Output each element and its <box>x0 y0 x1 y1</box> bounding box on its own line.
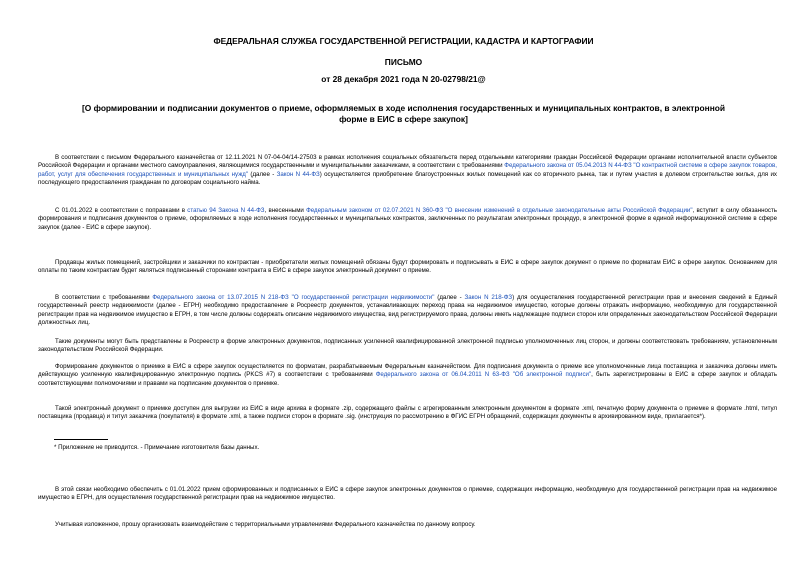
footnote-divider <box>54 439 108 440</box>
paragraph-4 <box>38 294 777 328</box>
paragraph-7: Такой электронный документ о приемке доступен для выгрузки из ЕИС в виде архива в формате .zip, содержащего файлы с агрегированным электронным документом в формате .xml, печатную форму документа о приемке в формате .html, титул поставщика (продавца) и титул заказчика (покупателя) в формате .xml, а также подписи сторон в формате .sig. (инструкция по рассмотрению в ФГИС ЕГРН обращений, содержащих документы в архивированном виде, прилагается*). <box>38 405 777 421</box>
paragraph-2-text-b: , внесенными <box>264 207 307 214</box>
link-law-360fz[interactable]: Федеральным законом от 02.07.2021 N 360-ФЗ "О внесении изменений в отдельные законодательные акты Российской Федерации" <box>306 207 693 214</box>
paragraph-2-text-c: , вступит в силу обязанность формирования и подписания документов о приеме, оформляемых в ходе исполнения государственных и муниципальных контрактов, заключенных по результатам электронных процедур, в электронной форме в единой информационной системе в сфере закупок (далее - ЕИС в сфере закупок). <box>38 207 777 231</box>
paragraph-5: Такие документы могут быть представлены в Росреестр в форме электронных документов, подписанных усиленной квалифицированной электронной подписью уполномоченных лиц сторон, и должны соответствовать требованиям, установленным законодательством Российской Федерации. <box>38 338 777 354</box>
document-subject: [О формировании и подписании документов о приеме, оформляемых в ходе исполнения государственных и муниципальных контрактов, в электронной форме в ЕИС в сфере закупок] <box>81 103 726 124</box>
paragraph-9: Учитывая изложенное, прошу организовать взаимодействие с территориальными управлениями Федерального казначейства по данному вопросу. <box>55 521 476 528</box>
agency-title: ФЕДЕРАЛЬНАЯ СЛУЖБА ГОСУДАРСТВЕННОЙ РЕГИСТРАЦИИ, КАДАСТРА И КАРТОГРАФИИ <box>213 36 594 46</box>
paragraph-1-text-c: ) осуществляется приобретение благоустроенных жилых помещений как со вторичного рынка, так и путем участия в долевом строительстве жилья, для их последующего предоставления гражданам по договорам социального найма. <box>38 170 777 187</box>
paragraph-4-text-c: ) для осуществления государственной регистрации прав и внесения сведений в Единый государственный реестр недвижимости (далее - ЕГРН) необходимо предоставление в Росреестр документов, устанавливающих переход права на недвижимое имущество, которые должны отражать информацию, необходимую для государственной регистрации прав на недвижимое имущество в ЕГРН, в том числе должны содержать описание недвижимого имущества, вид регистрируемого права, должны иметь надлежащие подписи сторон или определенных законодательством Российской Федерации должностных лиц. <box>38 294 778 327</box>
paragraph-2-text-a: С 01.01.2022 в соответствии с поправками в <box>55 207 188 214</box>
link-law-44fz-title[interactable]: Федерального закона от 05.04.2013 N 44-ФЗ "О контрактной системе в сфере закупок товаров, работ, услуг для обеспечения государственных и муниципальных нужд" <box>38 162 777 178</box>
footnote: * Приложение не приводится. - Примечание изготовителя базы данных. <box>54 444 260 451</box>
paragraph-4-text-b: (далее - <box>434 294 465 301</box>
link-law-44fz-short[interactable]: Закон N 44-ФЗ <box>276 170 320 178</box>
link-law-218fz-short[interactable]: Закон N 218-ФЗ <box>464 294 513 301</box>
paragraph-6 <box>38 363 777 388</box>
paragraph-3: Продавцы жилых помещений, застройщики и заказчики по контрактам - приобретатели жилых помещений обязаны будут формировать и подписывать в ЕИС в сфере закупок документ о приеме по форматам ЕИС в сфере закупок. Основанием для оплаты по таким контрактам будет являться подписанный сторонами контракта в ЕИС в сфере закупок электронный документ о приеме. <box>38 259 777 275</box>
document-date-number: от 28 декабря 2021 года N 20-02798/21@ <box>321 74 486 84</box>
link-law-63fz[interactable]: Федерального закона от 06.04.2011 N 63-ФЗ "Об электронной подписи" <box>375 371 592 379</box>
paragraph-6-text-a: Формирование документов о приемке в ЕИС в сфере закупок осуществляется по форматам, разрабатываемым Федеральным казначейством. Для подписания документа о приеме все уполномоченные лица поставщика и заказчика должны иметь действующую усиленную квалифицированную электронную подпись (PKCS #7) в соответствии с требованиями <box>38 363 777 379</box>
paragraph-1-text-a: В соответствии с письмом Федерального казначейства от 12.11.2021 N 07-04-04/14-27503 в рамках исполнения социальных обязательств перед отдельными категориями граждан Российской Федерации органами исполнительной власти субъектов Российской Федерации и органами местного самоуправления, являющимися государственными и муниципальными заказчиками, в соответствии с требованиями <box>38 154 777 170</box>
link-law-218fz-title[interactable]: Федерального закона от 13.07.2015 N 218-ФЗ "О государственной регистрации недвижимости" <box>152 294 435 301</box>
paragraph-1 <box>38 154 777 188</box>
paragraph-6-text-b: , быть зарегистрированы в ЕИС в сфере закупок и обладать соответствующими полномочиями и правами на подписание документов о приемке. <box>38 371 778 387</box>
paragraph-8: В этой связи необходимо обеспечить с 01.01.2022 прием сформированных и подписанных в ЕИС в сфере закупок электронных документов о приемке, содержащих информацию, необходимую для государственной регистрации прав на недвижимое имущество в ЕГРН, для осуществления государственной регистрации прав на недвижимое имущество. <box>38 486 777 502</box>
document-type: ПИСЬМО <box>384 57 423 67</box>
paragraph-1-text-b: (далее - <box>248 170 277 178</box>
link-article-94[interactable]: статью 94 Закона N 44-ФЗ <box>187 207 265 214</box>
paragraph-4-text-a: В соответствии с требованиями <box>55 294 153 301</box>
paragraph-2 <box>38 207 777 232</box>
